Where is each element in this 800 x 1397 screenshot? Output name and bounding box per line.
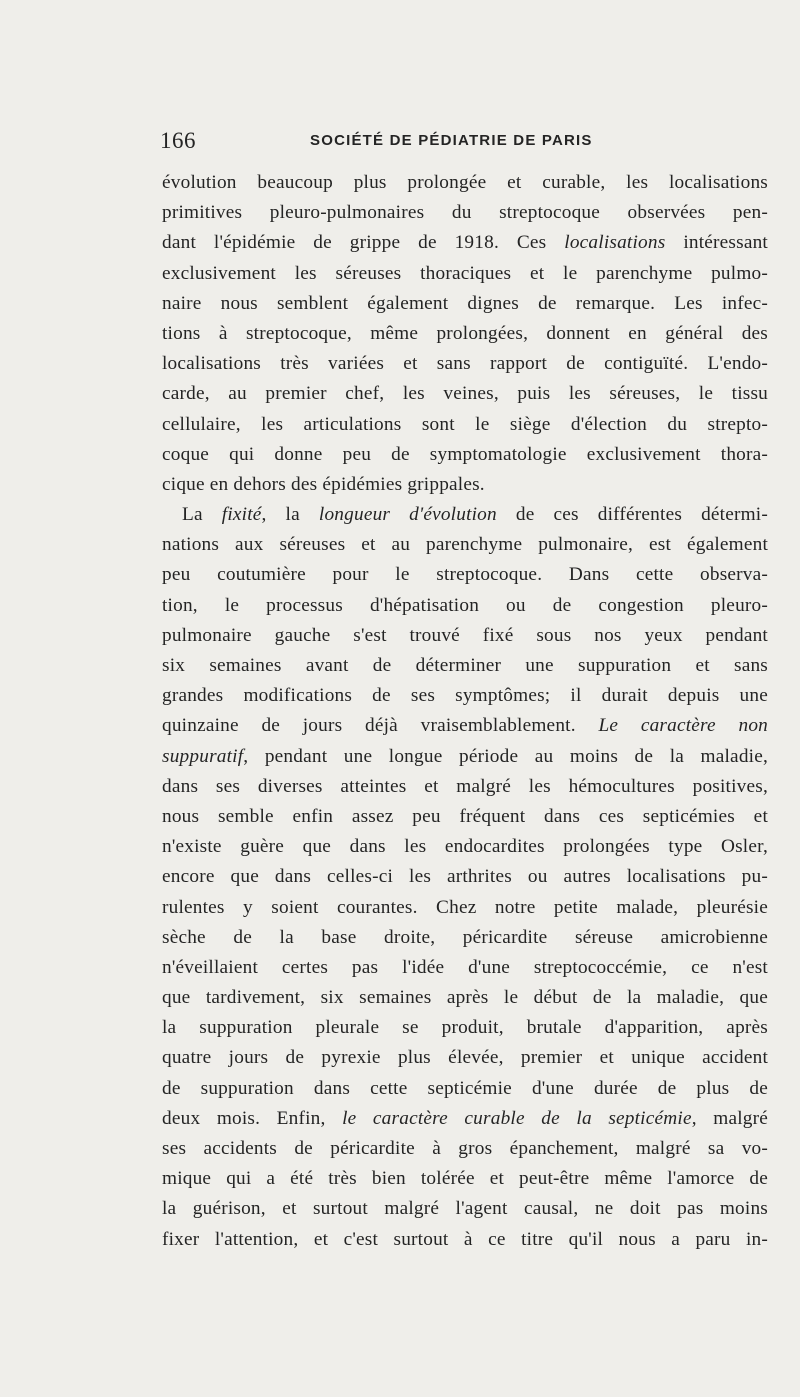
- text-line: [162, 862, 768, 892]
- text-run: n'existe guère que dans les endocardites prolongées type Osler,: [162, 836, 768, 858]
- text-run: n'éveillaient certes pas l'idée d'une streptococcémie, ce n'est: [162, 956, 768, 978]
- text-line: [162, 228, 768, 258]
- text-line: [162, 410, 768, 440]
- text-run: coque qui donne peu de symptomatologie exclusivement thora-: [162, 443, 768, 465]
- text-run: quatre jours de pyrexie plus élevée, premier et unique accident: [162, 1047, 768, 1069]
- text-line: [162, 893, 768, 923]
- text-line: [162, 530, 768, 560]
- running-title: SOCIÉTÉ DE PÉDIATRIE DE PARIS: [310, 132, 593, 149]
- text-run: évolution beaucoup plus prolongée et curable, les localisations: [162, 172, 768, 193]
- text-run: cellulaire, les articulations sont le siège d'élection du strepto-: [162, 413, 768, 435]
- text-run: que tardivement, six semaines après le début de la maladie, que: [162, 987, 768, 1009]
- text-line: [162, 591, 768, 621]
- text-run: cique en dehors des épidémies grippales.: [162, 473, 485, 495]
- italic-run: suppuratif: [162, 745, 244, 767]
- text-line: [162, 470, 768, 500]
- page-header: [160, 128, 770, 158]
- text-line: [162, 923, 768, 953]
- text-run: ses accidents de péricardite à gros épanchement, malgré sa vo-: [162, 1138, 768, 1159]
- text-run: de ces différentes détermi-: [496, 504, 768, 526]
- text-line: [162, 953, 768, 983]
- text-line: [162, 621, 768, 651]
- text-run: intéressant: [665, 232, 768, 254]
- text-line: [162, 1013, 768, 1043]
- text-run: carde, au premier chef, les veines, puis les séreuses, le tissu: [162, 383, 768, 405]
- text-line: [162, 560, 768, 590]
- text-run: la suppuration pleurale se produit, brutale d'apparition, après: [162, 1017, 768, 1039]
- body-text: [162, 168, 768, 1255]
- text-run: La: [182, 504, 222, 526]
- text-line: [162, 1104, 768, 1134]
- text-run: de suppuration dans cette septicémie d'une durée de plus de: [162, 1077, 768, 1099]
- italic-run: fixité: [221, 504, 262, 526]
- italic-run: longueur d'évolution: [318, 504, 497, 526]
- text-run: exclusivement les séreuses thoraciques et le parenchyme pulmo-: [162, 262, 768, 284]
- text-line: [162, 1043, 768, 1073]
- text-run: grandes modifications de ses symptômes; il durait depuis une: [162, 685, 768, 707]
- text-line: [162, 983, 768, 1013]
- text-run: localisations très variées et sans rapport de contiguïté. L'endo-: [162, 353, 768, 375]
- text-line: [162, 681, 768, 711]
- page-number: 166: [160, 128, 196, 153]
- text-line: [162, 832, 768, 862]
- text-run: quinzaine de jours déjà vraisemblablement.: [162, 715, 599, 737]
- italic-run: localisations: [564, 232, 666, 254]
- text-line: [162, 742, 768, 772]
- text-run: fixer l'attention, et c'est surtout à ce titre qu'il nous a paru in-: [162, 1228, 768, 1250]
- text-line: [162, 651, 768, 681]
- text-run: nations aux séreuses et au parenchyme pulmonaire, est également: [162, 534, 768, 556]
- text-run: dans ses diverses atteintes et malgré les hémocultures positives,: [162, 775, 768, 797]
- text-line: [162, 349, 768, 379]
- text-run: tions à streptocoque, même prolongées, donnent en général des: [162, 322, 768, 344]
- text-line: [162, 198, 768, 228]
- text-run: rulentes y soient courantes. Chez notre petite malade, pleurésie: [162, 896, 768, 918]
- text-line: [162, 168, 768, 198]
- text-run: la guérison, et surtout malgré l'agent causal, ne doit pas moins: [162, 1198, 768, 1220]
- text-line: [162, 500, 768, 530]
- text-run: six semaines avant de déterminer une suppuration et sans: [162, 655, 768, 676]
- text-run: pulmonaire gauche s'est trouvé fixé sous nos yeux pendant: [162, 624, 768, 646]
- text-line: [162, 802, 768, 832]
- text-line: [162, 319, 768, 349]
- text-run: encore que dans celles-ci les arthrites ou autres localisations pu-: [162, 866, 768, 888]
- text-run: mique qui a été très bien tolérée et peut-être même l'amorce de: [162, 1168, 768, 1190]
- text-line: [162, 1194, 768, 1224]
- text-run: , malgré: [691, 1107, 768, 1129]
- text-run: dant l'épidémie de grippe de 1918. Ces: [162, 232, 565, 254]
- text-run: , la: [261, 504, 319, 526]
- text-line: [162, 379, 768, 409]
- text-line: [162, 289, 768, 319]
- text-line: [162, 1225, 768, 1255]
- text-run: deux mois. Enfin,: [162, 1107, 343, 1129]
- text-line: [162, 259, 768, 289]
- text-run: , pendant une longue période au moins de la maladie,: [243, 745, 768, 767]
- text-run: nous semble enfin assez peu fréquent dans ces septicémies et: [162, 805, 768, 827]
- text-run: primitives pleuro-pulmonaires du streptocoque observées pen-: [162, 202, 768, 224]
- text-line: [162, 711, 768, 741]
- text-line: [162, 1164, 768, 1194]
- text-run: sèche de la base droite, péricardite séreuse amicrobienne: [162, 926, 768, 948]
- text-line: [162, 772, 768, 802]
- text-line: [162, 440, 768, 470]
- italic-run: le caractère curable de la septicémie: [342, 1107, 692, 1129]
- text-run: naire nous semblent également dignes de remarque. Les infec-: [162, 292, 768, 314]
- italic-run: Le caractère non: [598, 715, 768, 737]
- text-run: tion, le processus d'hépatisation ou de congestion pleuro-: [162, 594, 768, 616]
- text-line: [162, 1134, 768, 1164]
- text-run: peu coutumière pour le streptocoque. Dans cette observa-: [162, 564, 768, 586]
- text-line: [162, 1074, 768, 1104]
